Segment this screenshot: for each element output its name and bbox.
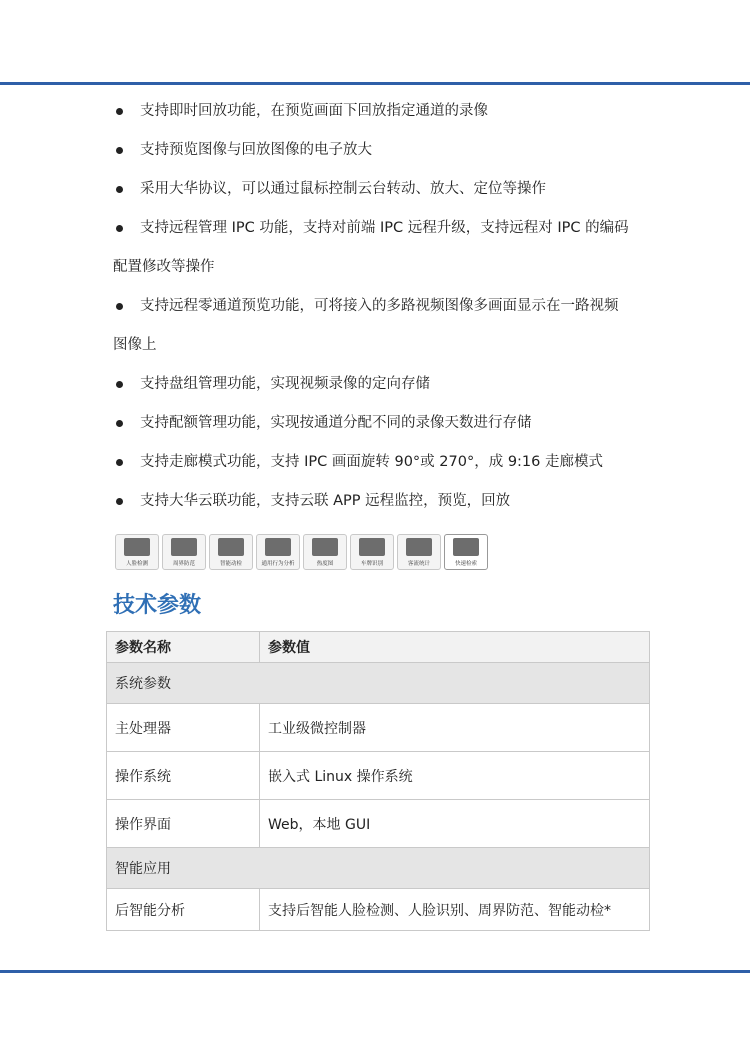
- param-name: 主处理器: [107, 704, 260, 752]
- bullet-item: 支持走廊模式功能，支持 IPC 画面旋转 90°或 270°，成 9:16 走廊模式: [113, 443, 653, 482]
- bullet-item-continuation: 配置修改等操作: [113, 259, 215, 275]
- bullet-item: 支持远程管理 IPC 功能，支持对前端 IPC 远程升级，支持远程对 IPC 的编码: [113, 209, 653, 248]
- feature-badge: 通用行为分析: [256, 534, 300, 570]
- column-header: 参数名称: [107, 632, 260, 663]
- heatmap-icon: [312, 538, 338, 556]
- table-row: [107, 704, 650, 752]
- column-header: 参数值: [260, 632, 650, 663]
- table-row: [107, 800, 650, 848]
- quick-search-icon: [453, 538, 479, 556]
- param-value: 支持后智能人脸检测、人脸识别、周界防范、智能动检*: [260, 889, 650, 931]
- feature-badge: 快速检索: [444, 534, 488, 570]
- bullet-item: 支持配额管理功能，实现按通道分配不同的录像天数进行存储: [113, 404, 653, 443]
- bullet-item-continuation: 图像上: [113, 337, 157, 353]
- table-row: [107, 752, 650, 800]
- bullet-item: 支持大华云联功能，支持云联 APP 远程监控，预览，回放: [113, 482, 653, 521]
- feature-list: [113, 92, 653, 521]
- feature-badge: 周界防范: [162, 534, 206, 570]
- group-label: 系统参数: [107, 663, 650, 704]
- table-header-row: [107, 632, 650, 663]
- people-count-icon: [406, 538, 432, 556]
- param-value: Web，本地 GUI: [260, 800, 650, 848]
- bullet-item: 支持远程零通道预览功能，可将接入的多路视频图像多画面显示在一路视频: [113, 287, 653, 326]
- group-label: 智能应用: [107, 848, 650, 889]
- bullet-item: 支持盘组管理功能，实现视频录像的定向存储: [113, 365, 653, 404]
- feature-badge: 热度图: [303, 534, 347, 570]
- feature-badge: 车牌识别: [350, 534, 394, 570]
- table-row: [107, 889, 650, 931]
- bullet-item: 支持预览图像与回放图像的电子放大: [113, 131, 653, 170]
- feature-badge: 人脸检测: [115, 534, 159, 570]
- table-group-row: [107, 848, 650, 889]
- face-icon: [124, 538, 150, 556]
- param-name: 后智能分析: [107, 889, 260, 931]
- param-value: 工业级微控制器: [260, 704, 650, 752]
- bullet-item: 支持即时回放功能，在预览画面下回放指定通道的录像: [113, 92, 653, 131]
- param-name: 操作界面: [107, 800, 260, 848]
- perimeter-icon: [171, 538, 197, 556]
- bullet-item: 采用大华协议，可以通过鼠标控制云台转动、放大、定位等操作: [113, 170, 653, 209]
- param-value: 嵌入式 Linux 操作系统: [260, 752, 650, 800]
- footer-rule: [0, 970, 750, 973]
- feature-icon-strip: [115, 534, 488, 570]
- spec-table: [106, 631, 650, 931]
- feature-badge: 客流统计: [397, 534, 441, 570]
- motion-icon: [218, 538, 244, 556]
- param-name: 操作系统: [107, 752, 260, 800]
- behavior-icon: [265, 538, 291, 556]
- plate-icon: [359, 538, 385, 556]
- section-title: 技术参数: [113, 593, 202, 618]
- table-group-row: [107, 663, 650, 704]
- header-rule: [0, 82, 750, 85]
- feature-badge: 智能动检: [209, 534, 253, 570]
